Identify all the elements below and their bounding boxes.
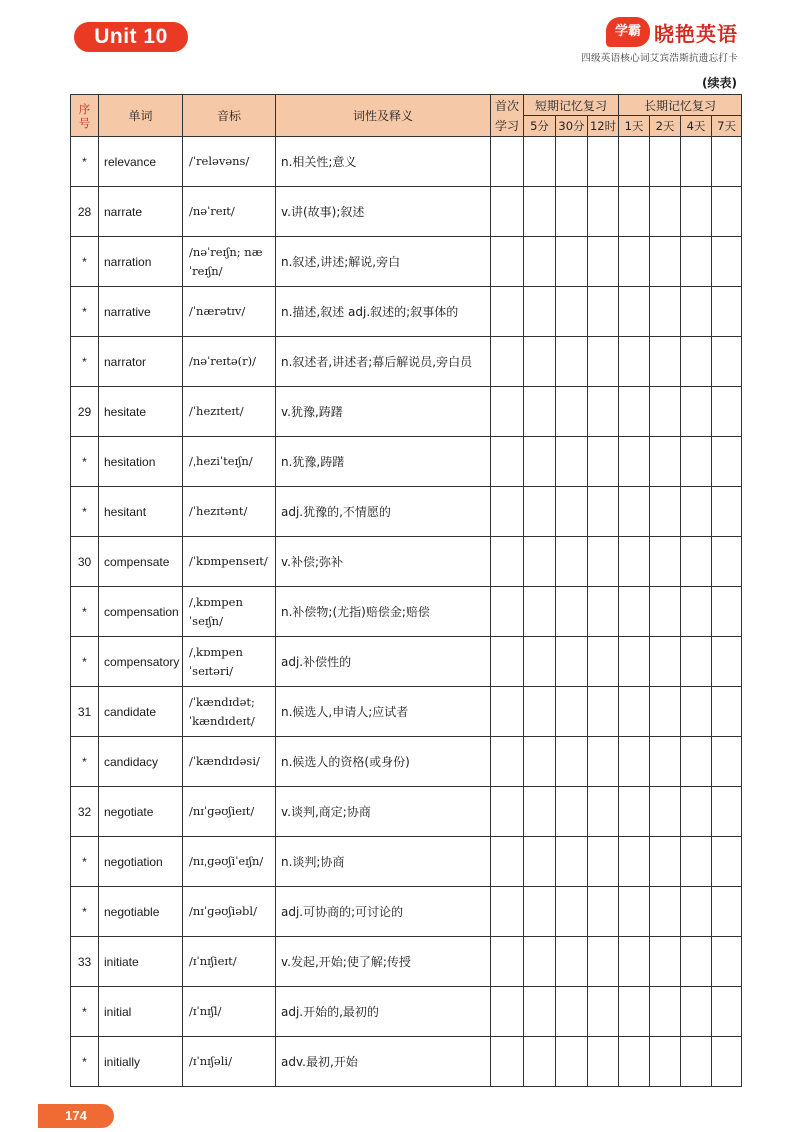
check-30min[interactable] (556, 137, 588, 187)
row-definition: v.补偿;弥补 (276, 537, 491, 587)
check-7d[interactable] (712, 587, 742, 637)
check-12h[interactable] (588, 1037, 619, 1087)
check-5min[interactable] (524, 937, 556, 987)
row-word: compensation (99, 587, 183, 637)
row-word: narrator (99, 337, 183, 387)
check-2d[interactable] (650, 237, 681, 287)
row-definition: n.相关性;意义 (276, 137, 491, 187)
check-first-study[interactable] (491, 537, 524, 587)
row-index: * (71, 1037, 99, 1087)
check-4d[interactable] (681, 987, 712, 1037)
check-5min[interactable] (524, 837, 556, 887)
table-row (71, 737, 742, 787)
row-index: * (71, 737, 99, 787)
brand (581, 17, 738, 64)
check-30min[interactable] (556, 337, 588, 387)
check-12h[interactable] (588, 687, 619, 737)
table-row (71, 587, 742, 637)
row-index: 31 (71, 687, 99, 737)
check-30min[interactable] (556, 787, 588, 837)
table-row (71, 337, 742, 387)
check-12h[interactable] (588, 887, 619, 937)
check-2d[interactable] (650, 787, 681, 837)
check-1d[interactable] (619, 737, 650, 787)
table-row (71, 287, 742, 337)
header-phonetic: 音标 (183, 95, 276, 137)
row-index: * (71, 237, 99, 287)
row-phonetic: /ˈhezɪteɪt/ (183, 387, 276, 437)
check-7d[interactable] (712, 437, 742, 487)
check-4d[interactable] (681, 887, 712, 937)
row-index: * (71, 437, 99, 487)
check-4d[interactable] (681, 537, 712, 587)
row-phonetic: /ˈhezɪtənt/ (183, 487, 276, 537)
check-30min[interactable] (556, 737, 588, 787)
check-2d[interactable] (650, 987, 681, 1037)
check-1d[interactable] (619, 437, 650, 487)
row-phonetic: /nəˈreɪʃn; næˈreɪʃn/ (183, 237, 276, 287)
row-definition: n.犹豫,踌躇 (276, 437, 491, 487)
check-5min[interactable] (524, 237, 556, 287)
check-7d[interactable] (712, 1037, 742, 1087)
check-4d[interactable] (681, 487, 712, 537)
check-1d[interactable] (619, 287, 650, 337)
check-first-study[interactable] (491, 787, 524, 837)
check-12h[interactable] (588, 987, 619, 1037)
row-index: 30 (71, 537, 99, 587)
check-2d[interactable] (650, 1037, 681, 1087)
header-word: 单词 (99, 95, 183, 137)
check-5min[interactable] (524, 537, 556, 587)
check-5min[interactable] (524, 987, 556, 1037)
check-2d[interactable] (650, 487, 681, 537)
check-12h[interactable] (588, 387, 619, 437)
check-4d[interactable] (681, 337, 712, 387)
row-index: * (71, 987, 99, 1037)
brand-name: 晓艳英语 (654, 21, 738, 46)
row-word: candidacy (99, 737, 183, 787)
row-word: compensatory (99, 637, 183, 687)
header-long-4d: 4天 (681, 116, 712, 137)
unit-badge: Unit 10 (74, 22, 188, 52)
check-1d[interactable] (619, 337, 650, 387)
table-row (71, 437, 742, 487)
check-30min[interactable] (556, 637, 588, 687)
check-5min[interactable] (524, 637, 556, 687)
row-word: initiate (99, 937, 183, 987)
row-definition: n.候选人,申请人;应试者 (276, 687, 491, 737)
check-5min[interactable] (524, 687, 556, 737)
check-first-study[interactable] (491, 287, 524, 337)
check-12h[interactable] (588, 287, 619, 337)
row-phonetic: /nɪˌɡəʊʃiˈeɪʃn/ (183, 837, 276, 887)
row-word: narrate (99, 187, 183, 237)
check-7d[interactable] (712, 787, 742, 837)
row-word: narration (99, 237, 183, 287)
row-word: hesitation (99, 437, 183, 487)
check-4d[interactable] (681, 437, 712, 487)
check-12h[interactable] (588, 837, 619, 887)
check-7d[interactable] (712, 237, 742, 287)
table-row (71, 487, 742, 537)
header-long-2d: 2天 (650, 116, 681, 137)
check-2d[interactable] (650, 537, 681, 587)
row-phonetic: /ˈkændɪdət; ˈkændɪdeɪt/ (183, 687, 276, 737)
row-word: candidate (99, 687, 183, 737)
check-1d[interactable] (619, 187, 650, 237)
check-12h[interactable] (588, 237, 619, 287)
check-30min[interactable] (556, 987, 588, 1037)
row-word: negotiation (99, 837, 183, 887)
header-short-5min: 5分 (524, 116, 556, 137)
table-row (71, 887, 742, 937)
check-30min[interactable] (556, 287, 588, 337)
row-index: * (71, 287, 99, 337)
check-7d[interactable] (712, 687, 742, 737)
check-first-study[interactable] (491, 137, 524, 187)
row-index: * (71, 487, 99, 537)
row-definition: n.候选人的资格(或身份) (276, 737, 491, 787)
check-1d[interactable] (619, 487, 650, 537)
check-30min[interactable] (556, 387, 588, 437)
check-30min[interactable] (556, 587, 588, 637)
check-12h[interactable] (588, 737, 619, 787)
vocab-table (70, 94, 742, 1087)
check-30min[interactable] (556, 1037, 588, 1087)
table-row (71, 987, 742, 1037)
check-first-study[interactable] (491, 237, 524, 287)
row-definition: n.叙述者,讲述者;幕后解说员,旁白员 (276, 337, 491, 387)
check-first-study[interactable] (491, 737, 524, 787)
check-1d[interactable] (619, 687, 650, 737)
row-phonetic: /ˈkændɪdəsi/ (183, 737, 276, 787)
check-5min[interactable] (524, 887, 556, 937)
check-4d[interactable] (681, 387, 712, 437)
check-1d[interactable] (619, 987, 650, 1037)
check-1d[interactable] (619, 587, 650, 637)
header-short-term: 短期记忆复习 (524, 95, 619, 116)
check-12h[interactable] (588, 787, 619, 837)
check-first-study[interactable] (491, 937, 524, 987)
check-5min[interactable] (524, 337, 556, 387)
check-30min[interactable] (556, 437, 588, 487)
check-4d[interactable] (681, 687, 712, 737)
table-row (71, 137, 742, 187)
check-7d[interactable] (712, 987, 742, 1037)
check-7d[interactable] (712, 387, 742, 437)
brand-subtitle: 四级英语核心词艾宾浩斯抗遗忘打卡 (581, 53, 738, 64)
brand-logo-icon: 学霸 (606, 17, 650, 47)
check-2d[interactable] (650, 287, 681, 337)
check-30min[interactable] (556, 937, 588, 987)
check-7d[interactable] (712, 537, 742, 587)
header-definition: 词性及释义 (276, 95, 491, 137)
check-first-study[interactable] (491, 437, 524, 487)
check-first-study[interactable] (491, 587, 524, 637)
check-5min[interactable] (524, 137, 556, 187)
check-2d[interactable] (650, 437, 681, 487)
row-phonetic: /nəˈreɪtə(r)/ (183, 337, 276, 387)
check-7d[interactable] (712, 137, 742, 187)
check-7d[interactable] (712, 637, 742, 687)
table-row (71, 537, 742, 587)
check-12h[interactable] (588, 937, 619, 987)
check-5min[interactable] (524, 487, 556, 537)
check-2d[interactable] (650, 937, 681, 987)
row-index: * (71, 337, 99, 387)
check-1d[interactable] (619, 637, 650, 687)
check-first-study[interactable] (491, 337, 524, 387)
table-row (71, 687, 742, 737)
row-index: * (71, 637, 99, 687)
check-4d[interactable] (681, 187, 712, 237)
row-definition: v.谈判,商定;协商 (276, 787, 491, 837)
row-word: compensate (99, 537, 183, 587)
check-2d[interactable] (650, 587, 681, 637)
row-phonetic: /ɪˈnɪʃieɪt/ (183, 937, 276, 987)
check-7d[interactable] (712, 937, 742, 987)
check-1d[interactable] (619, 887, 650, 937)
check-30min[interactable] (556, 187, 588, 237)
header-long-1d: 1天 (619, 116, 650, 137)
row-phonetic: /ˈkɒmpenseɪt/ (183, 537, 276, 587)
check-30min[interactable] (556, 837, 588, 887)
check-2d[interactable] (650, 687, 681, 737)
row-index: * (71, 837, 99, 887)
check-4d[interactable] (681, 1037, 712, 1087)
row-definition: adv.最初,开始 (276, 1037, 491, 1087)
check-1d[interactable] (619, 787, 650, 837)
check-4d[interactable] (681, 587, 712, 637)
check-5min[interactable] (524, 387, 556, 437)
table-row (71, 187, 742, 237)
check-12h[interactable] (588, 137, 619, 187)
check-7d[interactable] (712, 887, 742, 937)
row-phonetic: /ˈreləvəns/ (183, 137, 276, 187)
check-first-study[interactable] (491, 837, 524, 887)
check-2d[interactable] (650, 337, 681, 387)
check-7d[interactable] (712, 337, 742, 387)
header-short-12h: 12时 (588, 116, 619, 137)
check-first-study[interactable] (491, 637, 524, 687)
check-12h[interactable] (588, 337, 619, 387)
check-12h[interactable] (588, 637, 619, 687)
check-12h[interactable] (588, 537, 619, 587)
row-index: 32 (71, 787, 99, 837)
check-30min[interactable] (556, 487, 588, 537)
row-definition: adj.补偿性的 (276, 637, 491, 687)
check-2d[interactable] (650, 137, 681, 187)
check-12h[interactable] (588, 437, 619, 487)
continued-label: (续表) (702, 76, 737, 90)
check-4d[interactable] (681, 637, 712, 687)
check-4d[interactable] (681, 937, 712, 987)
row-phonetic: /ˌkɒmpenˈseɪʃn/ (183, 587, 276, 637)
row-word: hesitant (99, 487, 183, 537)
check-30min[interactable] (556, 537, 588, 587)
row-index: 33 (71, 937, 99, 987)
row-index: * (71, 587, 99, 637)
check-5min[interactable] (524, 1037, 556, 1087)
check-5min[interactable] (524, 587, 556, 637)
check-7d[interactable] (712, 737, 742, 787)
check-4d[interactable] (681, 237, 712, 287)
check-4d[interactable] (681, 737, 712, 787)
check-4d[interactable] (681, 287, 712, 337)
header-short-30min: 30分 (556, 116, 588, 137)
row-phonetic: /nɪˈɡəʊʃiəbl/ (183, 887, 276, 937)
check-1d[interactable] (619, 937, 650, 987)
check-5min[interactable] (524, 437, 556, 487)
row-definition: n.描述,叙述 adj.叙述的;叙事体的 (276, 287, 491, 337)
row-definition: n.叙述,讲述;解说,旁白 (276, 237, 491, 287)
check-4d[interactable] (681, 837, 712, 887)
row-definition: v.发起,开始;使了解;传授 (276, 937, 491, 987)
check-1d[interactable] (619, 237, 650, 287)
row-phonetic: /ˌkɒmpenˈseɪtəri/ (183, 637, 276, 687)
row-word: negotiable (99, 887, 183, 937)
row-index: 29 (71, 387, 99, 437)
check-7d[interactable] (712, 487, 742, 537)
check-first-study[interactable] (491, 1037, 524, 1087)
check-30min[interactable] (556, 887, 588, 937)
row-word: hesitate (99, 387, 183, 437)
row-word: initial (99, 987, 183, 1037)
row-word: narrative (99, 287, 183, 337)
table-row (71, 237, 742, 287)
check-first-study[interactable] (491, 687, 524, 737)
check-first-study[interactable] (491, 987, 524, 1037)
check-1d[interactable] (619, 1037, 650, 1087)
check-first-study[interactable] (491, 487, 524, 537)
table-row (71, 387, 742, 437)
row-phonetic: /ɪˈnɪʃl/ (183, 987, 276, 1037)
check-4d[interactable] (681, 787, 712, 837)
row-index: 28 (71, 187, 99, 237)
row-definition: v.犹豫,踌躇 (276, 387, 491, 437)
header-long-term: 长期记忆复习 (619, 95, 742, 116)
check-2d[interactable] (650, 837, 681, 887)
table-row (71, 837, 742, 887)
check-4d[interactable] (681, 137, 712, 187)
check-2d[interactable] (650, 887, 681, 937)
table-row (71, 937, 742, 987)
check-5min[interactable] (524, 187, 556, 237)
check-7d[interactable] (712, 287, 742, 337)
row-definition: n.补偿物;(尤指)赔偿金;赔偿 (276, 587, 491, 637)
check-12h[interactable] (588, 187, 619, 237)
row-definition: adj.可协商的;可讨论的 (276, 887, 491, 937)
check-5min[interactable] (524, 737, 556, 787)
row-phonetic: /ɪˈnɪʃəli/ (183, 1037, 276, 1087)
row-word: negotiate (99, 787, 183, 837)
row-word: initially (99, 1037, 183, 1087)
page-number: 174 (38, 1104, 114, 1128)
check-2d[interactable] (650, 187, 681, 237)
check-12h[interactable] (588, 587, 619, 637)
header-long-7d: 7天 (712, 116, 742, 137)
check-first-study[interactable] (491, 887, 524, 937)
row-phonetic: /nəˈreɪt/ (183, 187, 276, 237)
row-phonetic: /ˌheziˈteɪʃn/ (183, 437, 276, 487)
check-1d[interactable] (619, 137, 650, 187)
header-index: 序号 (71, 95, 99, 137)
row-index: * (71, 137, 99, 187)
row-word: relevance (99, 137, 183, 187)
check-2d[interactable] (650, 737, 681, 787)
check-30min[interactable] (556, 237, 588, 287)
row-phonetic: /ˈnærətɪv/ (183, 287, 276, 337)
check-2d[interactable] (650, 637, 681, 687)
check-1d[interactable] (619, 837, 650, 887)
check-7d[interactable] (712, 837, 742, 887)
check-first-study[interactable] (491, 387, 524, 437)
table-row (71, 787, 742, 837)
row-definition: v.讲(故事);叙述 (276, 187, 491, 237)
check-12h[interactable] (588, 487, 619, 537)
check-first-study[interactable] (491, 187, 524, 237)
table-row (71, 637, 742, 687)
table-row (71, 1037, 742, 1087)
check-30min[interactable] (556, 687, 588, 737)
check-1d[interactable] (619, 537, 650, 587)
check-2d[interactable] (650, 387, 681, 437)
row-phonetic: /nɪˈɡəʊʃieɪt/ (183, 787, 276, 837)
row-definition: adj.犹豫的,不情愿的 (276, 487, 491, 537)
check-5min[interactable] (524, 287, 556, 337)
check-1d[interactable] (619, 387, 650, 437)
header-first-study: 首次学习 (491, 95, 524, 137)
row-index: * (71, 887, 99, 937)
check-7d[interactable] (712, 187, 742, 237)
row-definition: n.谈判;协商 (276, 837, 491, 887)
row-definition: adj.开始的,最初的 (276, 987, 491, 1037)
check-5min[interactable] (524, 787, 556, 837)
